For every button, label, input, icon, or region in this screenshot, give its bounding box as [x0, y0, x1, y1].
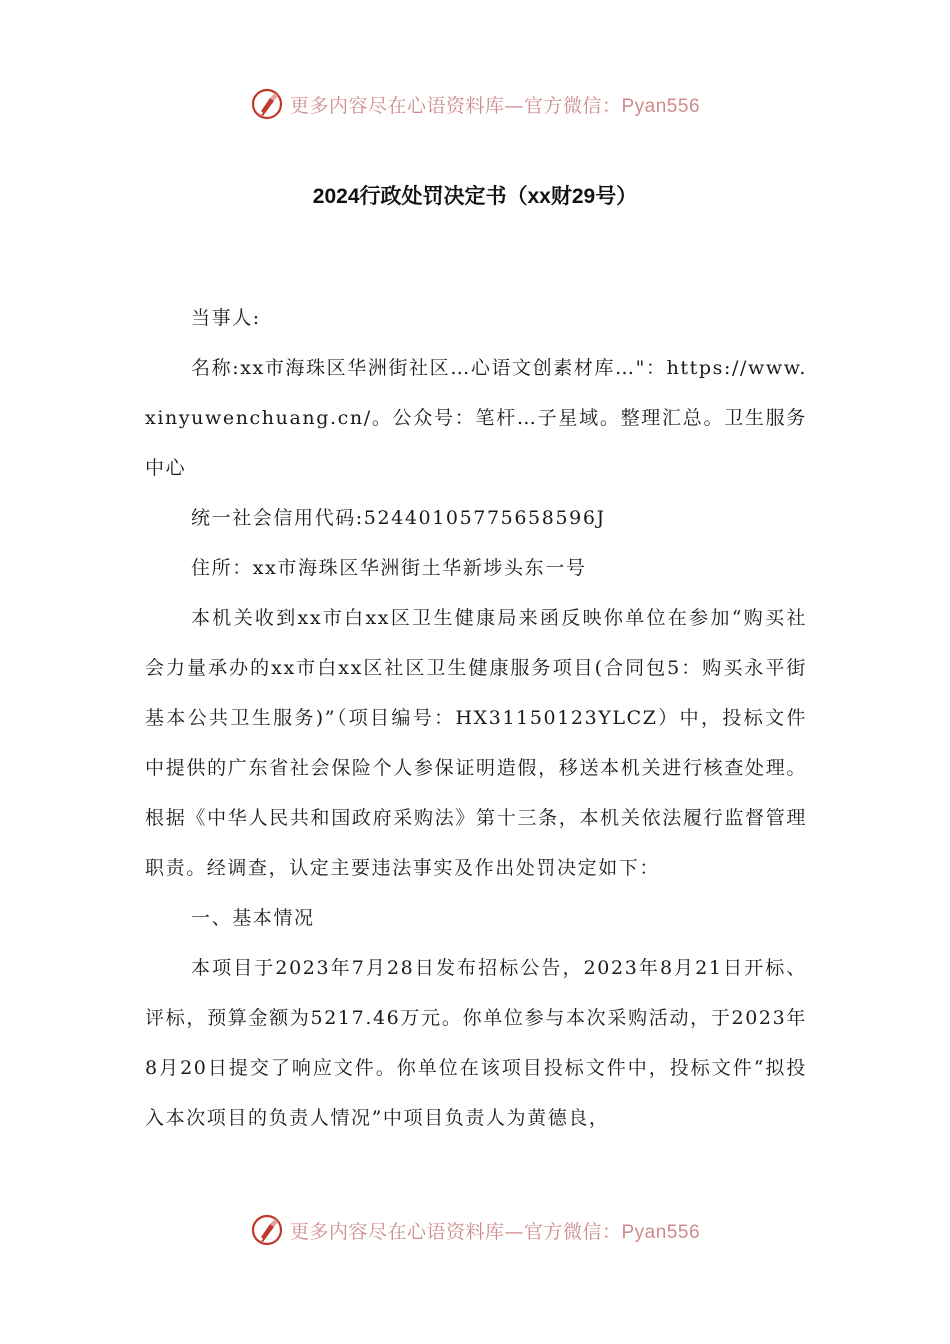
watermark-text: 更多内容尽在心语资料库—官方微信：Pyan556 [289, 1220, 701, 1243]
document-title: 2024行政处罚决定书（xx财29号） [312, 185, 638, 208]
paragraph-party-label: 当事人: [191, 307, 261, 329]
paragraph-project-details: 本项目于2023年7月28日发布招标公告，2023年8月21日开标、评标，预算金额为5217.46万元。你单位参与本次采购活动，于2023年8月20日提交了响应文件。你单位在该项目投标文件中，投标文件“拟投入本次项目的负责人情况”中项目负责人为黄德良， [145, 957, 807, 1129]
section-heading-basic-info: 一、基本情况 [191, 907, 315, 929]
pen-nib-logo-icon [250, 87, 284, 121]
watermark-text: 更多内容尽在心语资料库—官方微信：Pyan556 [289, 94, 701, 117]
watermark-header [0, 84, 950, 124]
watermark-footer [0, 1210, 950, 1250]
paragraph-address: 住所：xx市海珠区华洲街土华新埗头东一号 [191, 557, 587, 579]
pen-nib-logo-icon [250, 1213, 284, 1247]
paragraph-credit-code: 统一社会信用代码:52440105775658596J [191, 507, 606, 529]
paragraph-name: 名称:xx市海珠区华洲街社区…心语文创素材库…"：https://www.xinyuwenchuang.cn/。公众号：笔杆…子星域。整理汇总。卫生服务中心 [145, 357, 807, 479]
paragraph-case-intro: 本机关收到xx市白xx区卫生健康局来函反映你单位在参加“购买社会力量承办的xx市白xx区社区卫生健康服务项目(合同包5：购买永平街基本公共卫生服务)”（项目编号：HX31150123YLCZ）中，投标文件中提供的广东省社会保险个人参保证明造假，移送本机关进行核查处理。根据《中华人民共和国政府采购法》第十三条，本机关依法履行监督管理职责。经调查，认定主要违法事实及作出处罚决定如下： [145, 607, 807, 879]
document-body [145, 293, 807, 1143]
